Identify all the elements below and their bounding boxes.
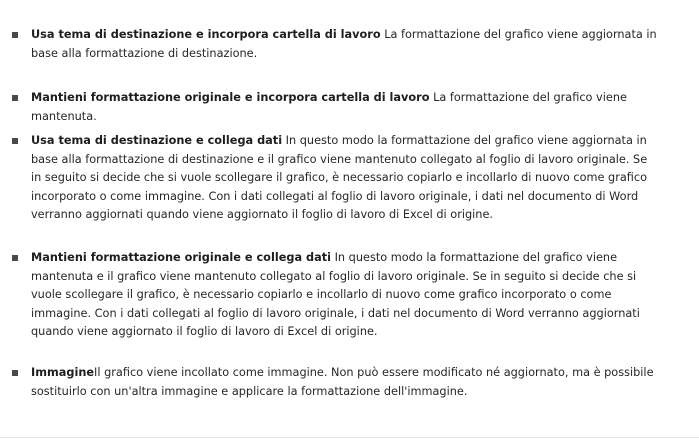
option-description: La formattazione del grafico viene mantenuta. [31,91,627,123]
bottom-divider [0,437,699,438]
square-bullet-icon [12,370,18,376]
option-term: Mantieni formattazione originale e incorpora cartella di lavoro [31,91,430,104]
option-term: Usa tema di destinazione e incorpora cartella di lavoro [31,28,381,41]
option-description: Il grafico viene incollato come immagine. Non può essere modificato né aggiornato, ma è possibile sostituirlo con un'altra immagine e applicare la formattazione dell'immagine. [31,366,654,398]
square-bullet-icon [12,138,18,144]
option-term: Usa tema di destinazione e collega dati [31,134,283,147]
list-item [31,26,661,63]
option-description: La formattazione del grafico viene aggiornata in base alla formattazione di destinazione. [31,28,657,60]
option-description: In questo modo la formattazione del grafico viene mantenuta e il grafico viene mantenuto collegato al foglio di lavoro originale. Se in seguito si decide che si vuole scollegare il grafico, è necessario copiarlo e incollarlo di nuovo come grafico incorporato o come immagine. Con i dati collegati al foglio di lavoro originale, i dati nel documento di Word verranno aggiornati quando viene aggiornato il foglio di lavoro di Excel di origine. [31,251,640,338]
list-item [31,132,661,225]
option-description: In questo modo la formattazione del grafico viene aggiornata in base alla formattazione di destinazione e il grafico viene mantenuto collegato al foglio di lavoro originale. Se in seguito si decide che si vuole scollegare il grafico, è necessario copiarlo e incollarlo di nuovo come grafico incorporato o come immagine. Con i dati collegati al foglio di lavoro originale, i dati nel documento di Word verranno aggiornati quando viene aggiornato il foglio di lavoro di Excel di origine. [31,134,648,221]
option-term: Immagine [31,366,95,379]
list-item [31,249,661,342]
option-term: Mantieni formattazione originale e collega dati [31,251,331,264]
square-bullet-icon [12,255,18,261]
square-bullet-icon [12,95,18,101]
list-item [31,364,661,401]
list-item [31,89,661,126]
square-bullet-icon [12,32,18,38]
